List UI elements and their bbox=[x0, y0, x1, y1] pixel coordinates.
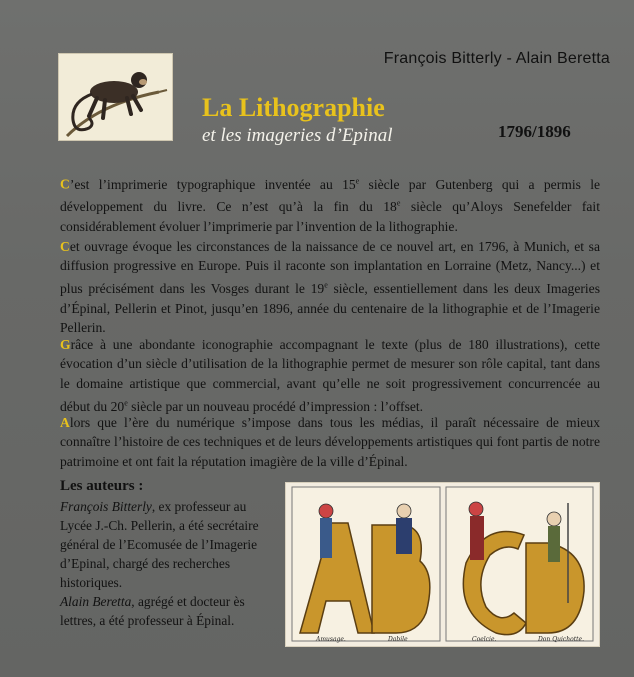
paragraph-2 bbox=[60, 237, 600, 338]
paragraph-text: ’est l’imprimerie typographique inventée au 15e siècle par Gutenberg qui a permis le développement du livre. Ce n’est qu’à la fin du 18e siècle qu’Aloys Senefelder fait considérablement évoluer l’imprimerie par l’invention de la lithographie. bbox=[60, 176, 601, 234]
author-name-beretta: Alain Beretta bbox=[60, 594, 132, 609]
monkey-illustration bbox=[58, 53, 173, 141]
paragraph-text: et ouvrage évoque les circonstances de la naissance de ce nouvel art, en 1796, à Munich, et sa diffusion progressive en Europe. Puis il raconte son implantation en Lorraine (Metz, Nancy...) et plus précisément dans les Vosges durant le 19e siècle, essentiellement dans les deux Imageries d’Épinal, Pellerin et Pinot, jusqu’en 1896, année du centenaire de la lithographie et de l’Imagerie Pellerin. bbox=[60, 239, 600, 336]
paragraph-4 bbox=[60, 413, 600, 471]
book-subtitle: et les imageries d’Epinal bbox=[202, 125, 393, 146]
book-title: La Lithographie bbox=[202, 93, 385, 122]
authors-bios bbox=[60, 497, 270, 630]
plate-caption-3: Coelcie. bbox=[472, 636, 497, 643]
authors-heading: Les auteurs : bbox=[60, 478, 144, 494]
drop-initial: A bbox=[60, 415, 70, 430]
plate-caption-1: Amusage. bbox=[316, 636, 346, 643]
book-dates: 1796/1896 bbox=[498, 122, 571, 141]
drop-initial: C bbox=[60, 176, 70, 192]
authors-header: François Bitterly - Alain Beretta bbox=[383, 50, 610, 67]
author-name-bitterly: François Bitterly bbox=[60, 499, 152, 514]
plate-caption-2: Dabile bbox=[388, 636, 408, 643]
monkey-drawing bbox=[59, 54, 172, 140]
author-bio-bitterly: , ex professeur au Lycée J.-Ch. Pellerin, a été secrétaire général de l’Ecomusée de l’Imagerie d’Epinal, chargé des recherches historiques. bbox=[60, 499, 259, 590]
alphabet-plate-illustration bbox=[285, 482, 600, 647]
paragraph-text: râce à une abondante iconographie accompagnant le texte (plus de 180 illustrations), cette évocation d’un siècle d’utilisation de la lithographie permet de mesurer son rôle capital, tant dans le domaine artistique que commercial, avant qu’elle ne soit progressivement concurrencée au début du 20e siècle par un nouveau procédé d’impression : l’offset. bbox=[60, 337, 600, 414]
paragraph-1 bbox=[60, 171, 600, 236]
paragraph-3 bbox=[60, 335, 600, 416]
plate-caption-4: Don Quichotte. bbox=[538, 636, 585, 643]
alphabet-letters-drawing bbox=[286, 483, 599, 646]
author-bio-beretta: , agrégé et docteur ès lettres, a été professeur à Épinal. bbox=[60, 594, 245, 628]
paragraph-text: lors que l’ère du numérique s’impose dans tous les médias, il paraît nécessaire de mieux connaître l’histoire de ces techniques et de leurs développements artistiques qui font partis de notre patrimoine et ont fait la réputation imagière de la ville d’Épinal. bbox=[60, 415, 600, 469]
drop-initial: C bbox=[60, 239, 70, 254]
drop-initial: G bbox=[60, 337, 71, 352]
